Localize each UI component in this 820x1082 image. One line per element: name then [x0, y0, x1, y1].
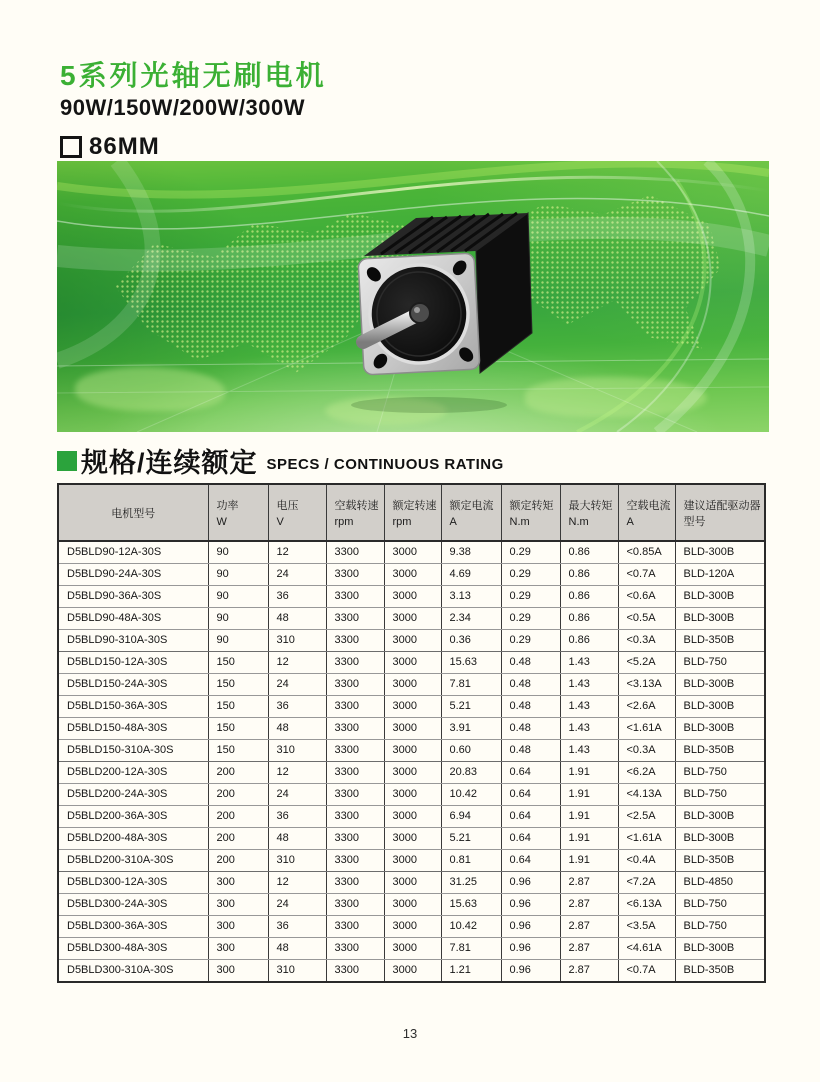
spec-cell: 15.63: [441, 652, 501, 674]
spec-cell: 3000: [384, 806, 441, 828]
spec-cell: 300: [208, 938, 268, 960]
column-header-8: 空载电流 A: [618, 484, 675, 541]
frame-square-icon: [60, 136, 82, 158]
spec-cell: <4.13A: [618, 784, 675, 806]
spec-cell: 200: [208, 828, 268, 850]
spec-cell: 200: [208, 806, 268, 828]
spec-cell: 90: [208, 586, 268, 608]
spec-cell: BLD-300B: [675, 718, 765, 740]
spec-cell: 12: [268, 872, 326, 894]
spec-cell: BLD-300B: [675, 608, 765, 630]
spec-cell: 3300: [326, 630, 384, 652]
spec-cell: 3000: [384, 850, 441, 872]
spec-cell: 3000: [384, 541, 441, 564]
column-header-5: 额定电流 A: [441, 484, 501, 541]
table-row: [58, 740, 765, 762]
table-row: [58, 916, 765, 938]
frame-size-label: 86MM: [89, 132, 160, 160]
spec-cell: 3000: [384, 674, 441, 696]
table-row: [58, 828, 765, 850]
spec-cell: 0.81: [441, 850, 501, 872]
spec-cell: 5.21: [441, 828, 501, 850]
spec-cell: 3300: [326, 872, 384, 894]
spec-cell: 36: [268, 916, 326, 938]
spec-cell: 300: [208, 960, 268, 983]
table-row: [58, 564, 765, 586]
model-cell: D5BLD90-36A-30S: [58, 586, 208, 608]
spec-cell: 3.91: [441, 718, 501, 740]
spec-cell: BLD-350B: [675, 630, 765, 652]
spec-cell: 0.86: [560, 630, 618, 652]
table-row: [58, 674, 765, 696]
spec-cell: BLD-300B: [675, 938, 765, 960]
spec-cell: 3000: [384, 652, 441, 674]
spec-table-body: [58, 541, 765, 982]
spec-cell: BLD-300B: [675, 828, 765, 850]
spec-cell: <0.3A: [618, 630, 675, 652]
spec-cell: BLD-120A: [675, 564, 765, 586]
table-row: [58, 762, 765, 784]
page-number: 13: [402, 1026, 418, 1041]
spec-cell: 3300: [326, 586, 384, 608]
model-cell: D5BLD200-310A-30S: [58, 850, 208, 872]
spec-cell: BLD-350B: [675, 850, 765, 872]
table-row: [58, 541, 765, 564]
column-header-6: 额定转矩 N.m: [501, 484, 560, 541]
table-row: [58, 850, 765, 872]
spec-cell: 2.87: [560, 894, 618, 916]
spec-cell: 1.91: [560, 850, 618, 872]
spec-cell: 1.91: [560, 806, 618, 828]
spec-cell: 0.48: [501, 674, 560, 696]
spec-cell: <0.6A: [618, 586, 675, 608]
spec-cell: BLD-750: [675, 652, 765, 674]
spec-cell: 0.29: [501, 608, 560, 630]
spec-cell: 150: [208, 652, 268, 674]
spec-cell: 24: [268, 784, 326, 806]
spec-cell: <0.3A: [618, 740, 675, 762]
section-title-cn: 规格/连续额定: [81, 448, 258, 478]
page-subtitle: 90W/150W/200W/300W: [60, 95, 305, 121]
spec-cell: 300: [208, 894, 268, 916]
spec-cell: <1.61A: [618, 828, 675, 850]
spec-cell: 200: [208, 762, 268, 784]
spec-cell: BLD-350B: [675, 960, 765, 983]
spec-cell: 12: [268, 762, 326, 784]
table-row: [58, 960, 765, 983]
spec-cell: 3000: [384, 960, 441, 983]
spec-cell: 0.96: [501, 960, 560, 983]
spec-cell: <0.7A: [618, 960, 675, 983]
spec-cell: 90: [208, 564, 268, 586]
spec-cell: 36: [268, 806, 326, 828]
column-header-9: 建议适配驱动器型号: [675, 484, 765, 541]
spec-cell: 3000: [384, 586, 441, 608]
motor-photo: [329, 209, 535, 415]
spec-cell: 3300: [326, 718, 384, 740]
spec-cell: 300: [208, 872, 268, 894]
table-row: [58, 784, 765, 806]
spec-cell: <4.61A: [618, 938, 675, 960]
spec-cell: 1.91: [560, 784, 618, 806]
spec-cell: 0.29: [501, 541, 560, 564]
spec-cell: 48: [268, 608, 326, 630]
spec-cell: 48: [268, 828, 326, 850]
model-cell: D5BLD150-310A-30S: [58, 740, 208, 762]
spec-cell: 90: [208, 608, 268, 630]
spec-cell: 0.86: [560, 564, 618, 586]
spec-cell: 15.63: [441, 894, 501, 916]
spec-cell: 3000: [384, 872, 441, 894]
spec-cell: 9.38: [441, 541, 501, 564]
spec-cell: 7.81: [441, 674, 501, 696]
spec-cell: 6.94: [441, 806, 501, 828]
spec-cell: 0.29: [501, 586, 560, 608]
spec-cell: 3300: [326, 938, 384, 960]
column-header-7: 最大转矩 N.m: [560, 484, 618, 541]
spec-cell: 1.43: [560, 740, 618, 762]
spec-cell: BLD-300B: [675, 674, 765, 696]
spec-cell: 0.29: [501, 630, 560, 652]
model-cell: D5BLD200-48A-30S: [58, 828, 208, 850]
model-cell: D5BLD300-36A-30S: [58, 916, 208, 938]
spec-cell: 24: [268, 894, 326, 916]
spec-cell: <6.13A: [618, 894, 675, 916]
spec-cell: 3000: [384, 916, 441, 938]
spec-cell: 2.87: [560, 938, 618, 960]
spec-cell: 3000: [384, 696, 441, 718]
spec-cell: 90: [208, 630, 268, 652]
spec-cell: 0.86: [560, 541, 618, 564]
spec-cell: 150: [208, 674, 268, 696]
spec-cell: 0.64: [501, 828, 560, 850]
spec-cell: 3000: [384, 828, 441, 850]
spec-cell: 0.64: [501, 806, 560, 828]
spec-cell: BLD-300B: [675, 541, 765, 564]
model-cell: D5BLD90-12A-30S: [58, 541, 208, 564]
spec-cell: 0.48: [501, 652, 560, 674]
spec-cell: <7.2A: [618, 872, 675, 894]
spec-cell: <0.7A: [618, 564, 675, 586]
spec-cell: 1.43: [560, 696, 618, 718]
table-row: [58, 894, 765, 916]
model-cell: D5BLD300-24A-30S: [58, 894, 208, 916]
spec-cell: <1.61A: [618, 718, 675, 740]
product-banner: [57, 161, 769, 432]
spec-cell: 1.91: [560, 762, 618, 784]
spec-cell: 1.91: [560, 828, 618, 850]
spec-cell: 3300: [326, 608, 384, 630]
spec-cell: 3300: [326, 960, 384, 983]
model-cell: D5BLD200-24A-30S: [58, 784, 208, 806]
spec-cell: 0.64: [501, 784, 560, 806]
spec-cell: 3000: [384, 740, 441, 762]
spec-cell: 31.25: [441, 872, 501, 894]
spec-cell: <2.6A: [618, 696, 675, 718]
spec-cell: 0.96: [501, 916, 560, 938]
model-cell: D5BLD300-310A-30S: [67, 964, 174, 976]
spec-cell: 310: [268, 960, 326, 983]
spec-cell: 0.48: [501, 740, 560, 762]
spec-cell: 7.81: [441, 938, 501, 960]
spec-cell: 3300: [326, 564, 384, 586]
spec-cell: 3000: [384, 718, 441, 740]
spec-cell: 0.96: [501, 894, 560, 916]
spec-cell: 24: [268, 564, 326, 586]
model-cell: D5BLD200-36A-30S: [58, 806, 208, 828]
spec-cell: 12: [268, 541, 326, 564]
spec-cell: 0.60: [441, 740, 501, 762]
spec-cell: 0.64: [501, 850, 560, 872]
spec-cell: 150: [208, 718, 268, 740]
spec-cell: 0.48: [501, 718, 560, 740]
spec-cell: 3300: [326, 740, 384, 762]
table-row: [58, 872, 765, 894]
spec-cell: 0.29: [501, 564, 560, 586]
table-row: [58, 630, 765, 652]
spec-cell: 2.87: [560, 872, 618, 894]
table-row: [58, 608, 765, 630]
spec-cell: 1.43: [560, 718, 618, 740]
spec-cell: 3000: [384, 762, 441, 784]
spec-cell: 2.34: [441, 608, 501, 630]
frame-size-row: [60, 133, 327, 161]
spec-cell: 0.36: [441, 630, 501, 652]
model-cell: D5BLD90-24A-30S: [58, 564, 208, 586]
spec-cell: 2.87: [560, 960, 618, 983]
spec-cell: 12: [268, 652, 326, 674]
spec-table-header-row: [58, 484, 765, 541]
table-row: [58, 696, 765, 718]
spec-table-head: [58, 484, 765, 541]
column-header-4: 额定转速 rpm: [384, 484, 441, 541]
spec-cell: BLD-300B: [675, 806, 765, 828]
spec-cell: 300: [208, 916, 268, 938]
model-cell: D5BLD90-48A-30S: [58, 608, 208, 630]
spec-cell: 3000: [384, 784, 441, 806]
spec-cell: 3300: [326, 828, 384, 850]
table-row: [58, 938, 765, 960]
spec-cell: 310: [268, 850, 326, 872]
spec-cell: 1.43: [560, 652, 618, 674]
spec-cell: 1.43: [560, 674, 618, 696]
spec-cell: 0.48: [501, 696, 560, 718]
column-header-1: 功率 W: [208, 484, 268, 541]
spec-cell: BLD-350B: [675, 740, 765, 762]
spec-cell: 3300: [326, 674, 384, 696]
model-cell: D5BLD300-48A-30S: [58, 938, 208, 960]
spec-cell: <5.2A: [618, 652, 675, 674]
spec-cell: 3.13: [441, 586, 501, 608]
spec-cell: 200: [208, 784, 268, 806]
spec-cell: 3300: [326, 541, 384, 564]
spec-cell: 3300: [326, 696, 384, 718]
spec-cell: 3300: [326, 784, 384, 806]
spec-cell: <3.5A: [618, 916, 675, 938]
spec-cell: 310: [268, 740, 326, 762]
spec-cell: <6.2A: [618, 762, 675, 784]
spec-cell: BLD-750: [675, 762, 765, 784]
model-cell: D5BLD150-12A-30S: [58, 652, 208, 674]
spec-cell: 150: [208, 740, 268, 762]
model-cell: D5BLD150-48A-30S: [58, 718, 208, 740]
spec-cell: 0.96: [501, 938, 560, 960]
spec-cell: 3000: [384, 630, 441, 652]
spec-cell: 3300: [326, 850, 384, 872]
spec-cell: <0.85A: [618, 541, 675, 564]
column-header-0: 电机型号: [58, 484, 208, 541]
column-header-3: 空载转速 rpm: [326, 484, 384, 541]
spec-cell: 0.86: [560, 608, 618, 630]
spec-cell: 0.86: [560, 586, 618, 608]
spec-cell: 0.64: [501, 762, 560, 784]
spec-cell: 48: [268, 938, 326, 960]
column-header-2: 电压 V: [268, 484, 326, 541]
spec-cell: 3000: [384, 564, 441, 586]
spec-cell: 0.96: [501, 872, 560, 894]
spec-cell: 24: [268, 674, 326, 696]
model-cell: D5BLD200-12A-30S: [58, 762, 208, 784]
spec-table: [57, 483, 766, 983]
spec-cell: <2.5A: [618, 806, 675, 828]
spec-cell: 310: [268, 630, 326, 652]
spec-cell: 3300: [326, 894, 384, 916]
spec-cell: 90: [208, 541, 268, 564]
spec-cell: <0.4A: [618, 850, 675, 872]
green-square-icon: [57, 451, 77, 471]
spec-cell: 150: [208, 696, 268, 718]
model-cell: D5BLD150-24A-30S: [58, 674, 208, 696]
model-cell: D5BLD150-36A-30S: [58, 696, 208, 718]
model-cell: D5BLD90-310A-30S: [58, 630, 208, 652]
spec-cell: 2.87: [560, 916, 618, 938]
spec-cell: 20.83: [441, 762, 501, 784]
table-row: [58, 652, 765, 674]
spec-cell: 3000: [384, 894, 441, 916]
model-cell: D5BLD300-12A-30S: [58, 872, 208, 894]
section-title-en: SPECS / CONTINUOUS RATING: [266, 456, 504, 473]
spec-cell: 3300: [326, 652, 384, 674]
spec-cell: 200: [208, 850, 268, 872]
table-row: [58, 718, 765, 740]
spec-cell: BLD-750: [675, 894, 765, 916]
title-block: [60, 60, 327, 161]
spec-cell: 1.21: [441, 960, 501, 983]
spec-cell: BLD-750: [675, 916, 765, 938]
table-row: [58, 586, 765, 608]
spec-cell: 36: [268, 696, 326, 718]
spec-cell: <0.5A: [618, 608, 675, 630]
spec-cell: 4.69: [441, 564, 501, 586]
section-header: [57, 441, 504, 480]
spec-cell: 3000: [384, 608, 441, 630]
spec-cell: 48: [268, 718, 326, 740]
spec-cell: BLD-300B: [675, 586, 765, 608]
spec-cell: 10.42: [441, 784, 501, 806]
spec-cell: 3300: [326, 916, 384, 938]
spec-cell: <3.13A: [618, 674, 675, 696]
table-row: [58, 806, 765, 828]
page-title: 5系列光轴无刷电机: [60, 60, 327, 91]
spec-cell: BLD-300B: [675, 696, 765, 718]
spec-cell: 36: [268, 586, 326, 608]
spec-cell: 5.21: [441, 696, 501, 718]
spec-cell: BLD-750: [675, 784, 765, 806]
spec-cell: 3000: [384, 938, 441, 960]
spec-cell: BLD-4850: [675, 872, 765, 894]
spec-cell: 3300: [326, 806, 384, 828]
spec-cell: 10.42: [441, 916, 501, 938]
spec-cell: 3300: [326, 762, 384, 784]
